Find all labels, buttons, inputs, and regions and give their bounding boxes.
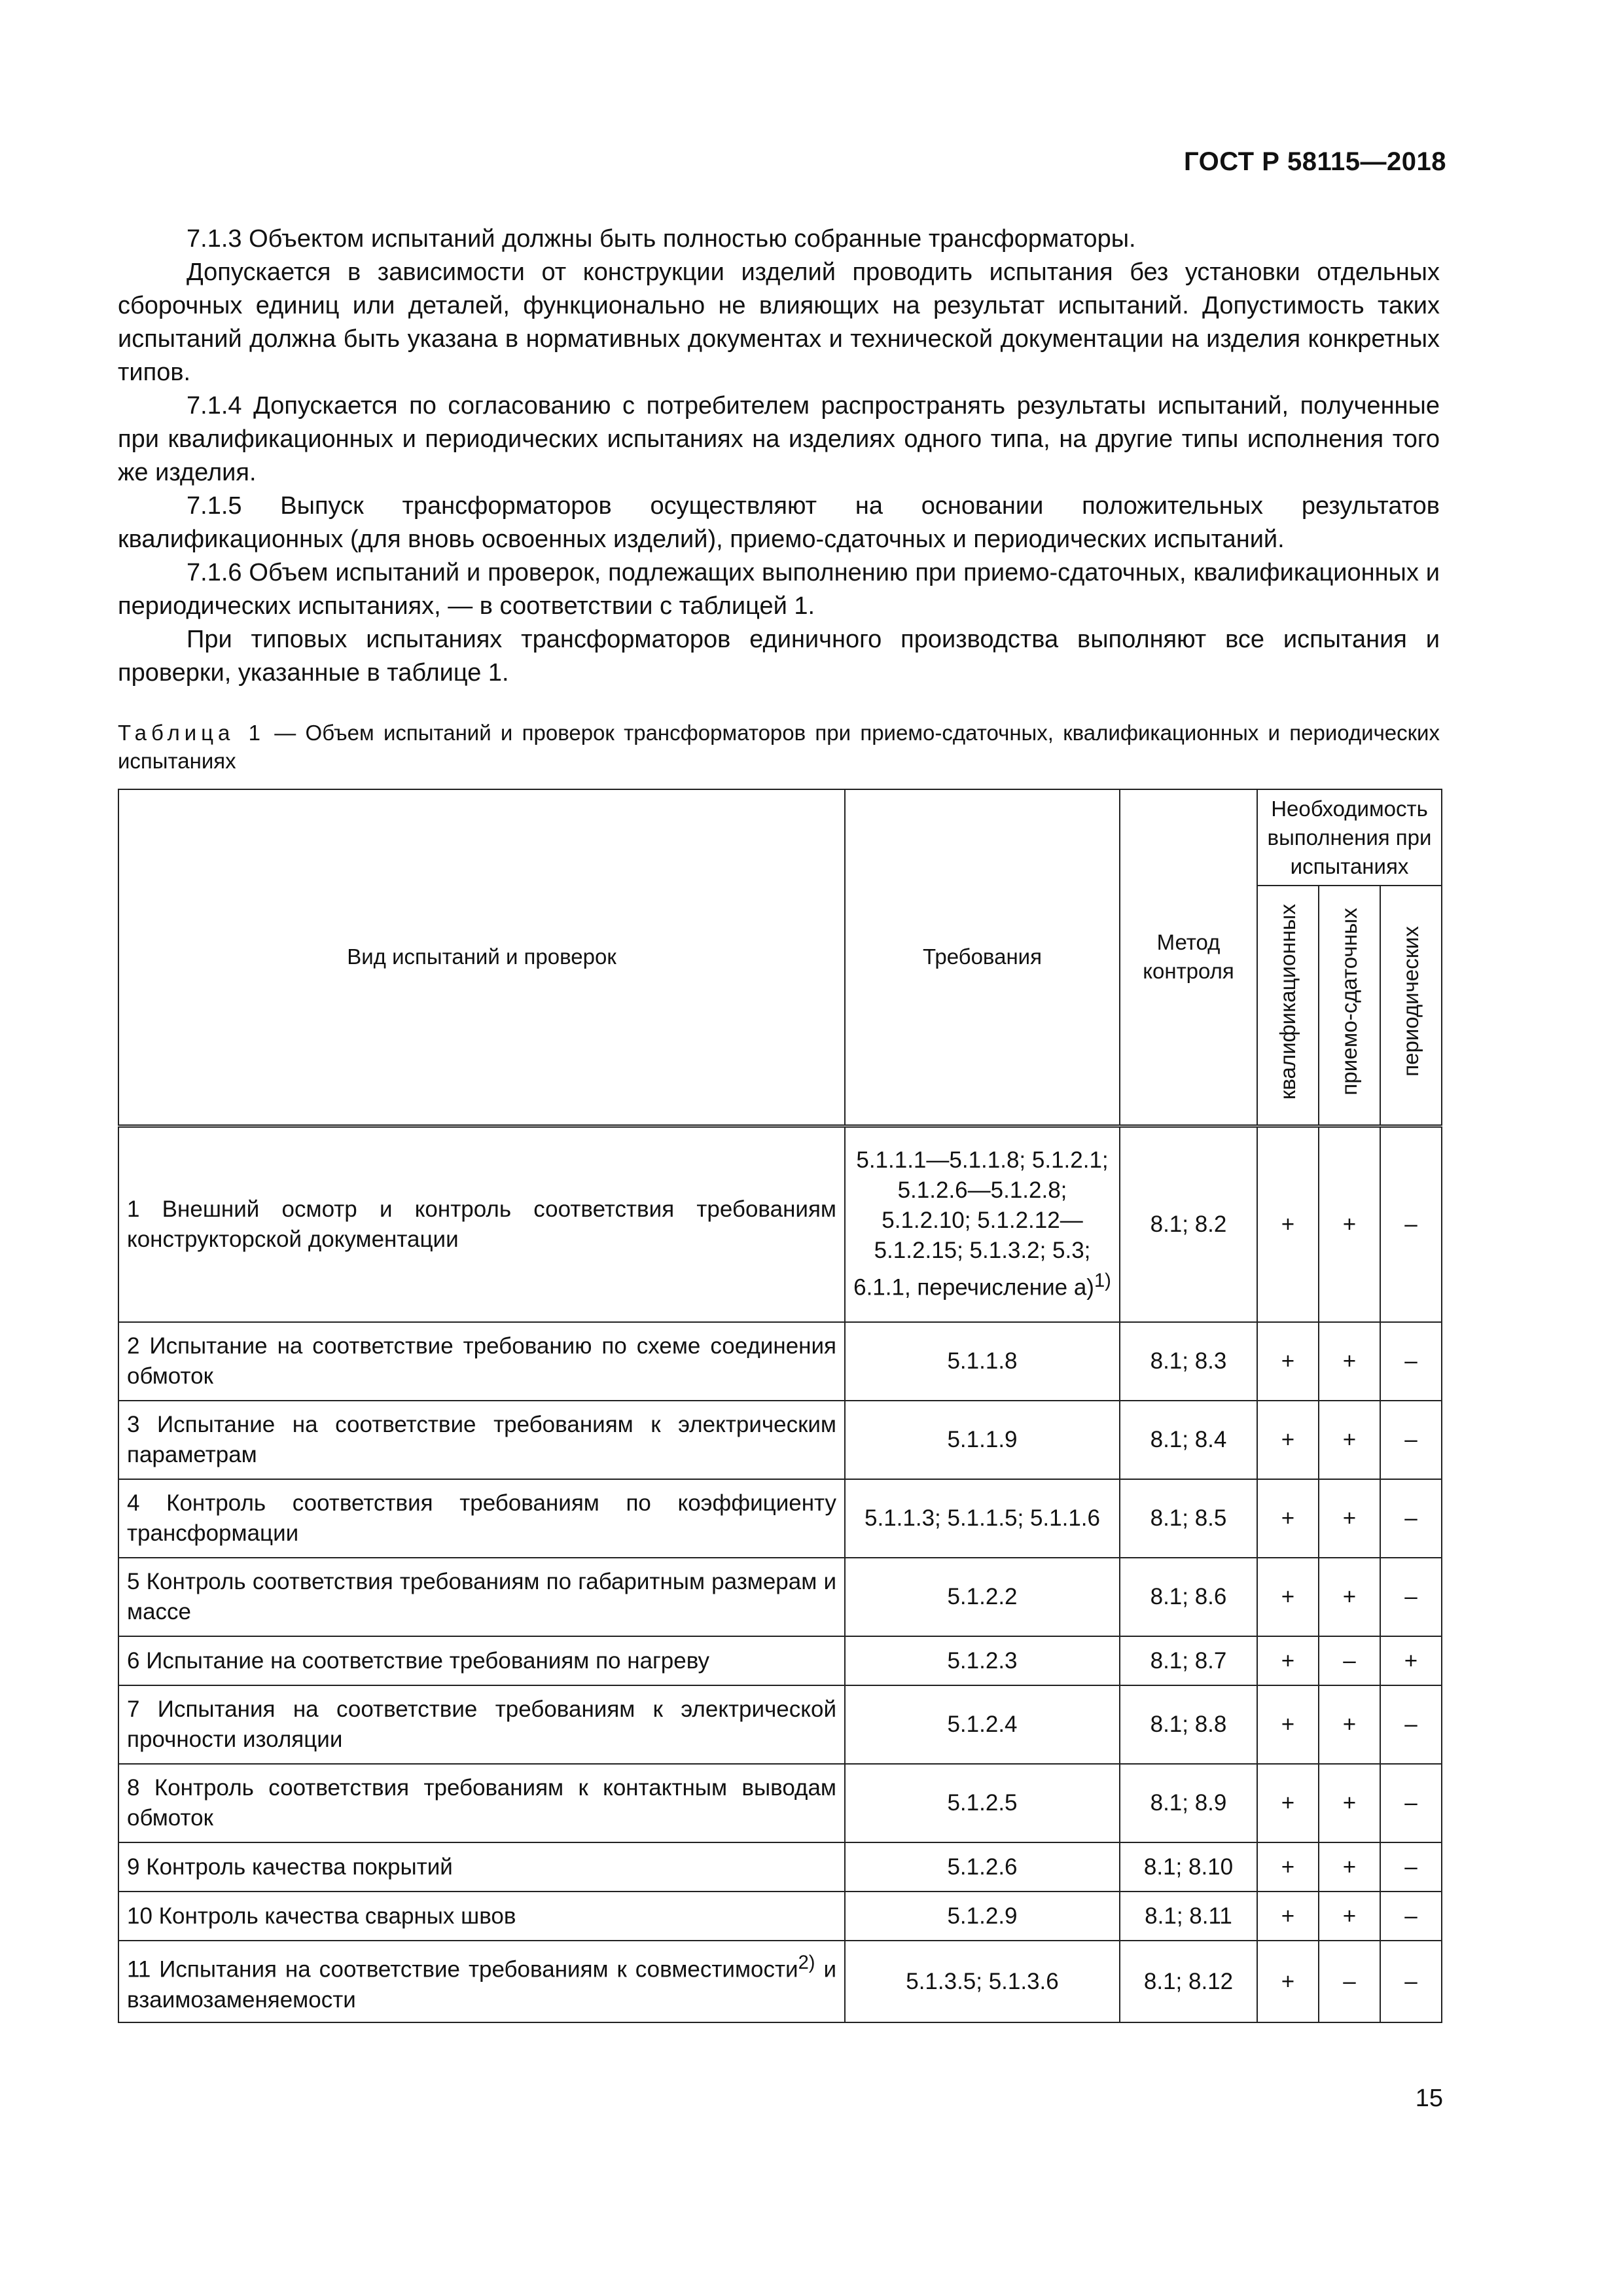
header-periodic-label: периодических: [1399, 926, 1423, 1077]
method-cell: 8.1; 8.3: [1120, 1322, 1257, 1401]
requirements-cell: 5.1.2.3: [845, 1636, 1120, 1685]
paragraph: 7.1.3 Объектом испытаний должны быть полностью собранные трансформаторы.: [187, 225, 1136, 253]
requirements-cell: [845, 1126, 1120, 1322]
table-row: [118, 1558, 1442, 1636]
page-number: 15: [1415, 2085, 1443, 2112]
table-row: [118, 1685, 1442, 1764]
method-cell: 8.1; 8.7: [1120, 1636, 1257, 1685]
footnote-mark: 1): [1094, 1270, 1111, 1292]
method-cell: 8.1; 8.6: [1120, 1558, 1257, 1636]
table-row: [118, 1401, 1442, 1479]
acceptance-mark: +: [1319, 1685, 1380, 1764]
paragraph: Допускается в зависимости от конструкции изделий проводить испытания без установки отдельных сборочных единиц или деталей, функционально не влияющих на результат испытаний. Допустимость таких испытаний должна быть указана в нормативных документах и технической документации на изделия конкретных типов.: [118, 259, 1440, 386]
header-acceptance-label: приемо-сдаточных: [1337, 908, 1361, 1096]
requirements-cell: 5.1.2.6: [845, 1842, 1120, 1892]
test-name: 4 Контроль соответствия требованиям по коэффициенту трансформации: [118, 1479, 845, 1558]
test-name: 2 Испытание на соответствие требованию по схеме соединения обмоток: [118, 1322, 845, 1401]
qualification-mark: +: [1257, 1322, 1319, 1401]
requirements-cell: 5.1.1.9: [845, 1401, 1120, 1479]
test-name-text-cont: и взаимозаменяемости: [127, 1956, 836, 2013]
periodic-mark: –: [1380, 1401, 1442, 1479]
paragraph: При типовых испытаниях трансформаторов единичного производства выполняют все испытания и проверки, указанные в таблице 1.: [118, 626, 1440, 687]
method-cell: 8.1; 8.5: [1120, 1479, 1257, 1558]
table-row: [118, 1479, 1442, 1558]
periodic-mark: –: [1380, 1479, 1442, 1558]
periodic-mark: –: [1380, 1941, 1442, 2022]
header-test-type: Вид испытаний и проверок: [118, 789, 845, 1126]
requirements-cell: 5.1.2.4: [845, 1685, 1120, 1764]
periodic-mark: –: [1380, 1685, 1442, 1764]
qualification-mark: +: [1257, 1401, 1319, 1479]
table-row: [118, 1636, 1442, 1685]
requirements-cell: 5.1.2.2: [845, 1558, 1120, 1636]
table-caption: [118, 719, 1440, 775]
method-cell: 8.1; 8.2: [1120, 1126, 1257, 1322]
acceptance-mark: +: [1319, 1842, 1380, 1892]
header-method: Метод контроля: [1120, 789, 1257, 1126]
test-name: [118, 1941, 845, 2022]
method-cell: 8.1; 8.8: [1120, 1685, 1257, 1764]
header-periodic: [1380, 886, 1442, 1126]
qualification-mark: +: [1257, 1941, 1319, 2022]
acceptance-mark: –: [1319, 1636, 1380, 1685]
test-name: 5 Контроль соответствия требованиям по габаритным размерам и массе: [118, 1558, 845, 1636]
method-cell: 8.1; 8.4: [1120, 1401, 1257, 1479]
method-cell: 8.1; 8.11: [1120, 1892, 1257, 1941]
test-name: 6 Испытание на соответствие требованиям по нагреву: [118, 1636, 845, 1685]
qualification-mark: +: [1257, 1126, 1319, 1322]
acceptance-mark: –: [1319, 1941, 1380, 2022]
acceptance-mark: +: [1319, 1558, 1380, 1636]
acceptance-mark: +: [1319, 1479, 1380, 1558]
table-row: [118, 1842, 1442, 1892]
table-row: [118, 1126, 1442, 1322]
header-qualification: [1257, 886, 1319, 1126]
periodic-mark: –: [1380, 1322, 1442, 1401]
qualification-mark: +: [1257, 1479, 1319, 1558]
table-row: [118, 1322, 1442, 1401]
header-requirements: Требования: [845, 789, 1120, 1126]
body-text: [118, 223, 1440, 690]
header-necessity: Необходимость выполнения при испытаниях: [1257, 789, 1442, 886]
tests-table: [118, 789, 1442, 2023]
test-name: 3 Испытание на соответствие требованиям к электрическим параметрам: [118, 1401, 845, 1479]
periodic-mark: –: [1380, 1126, 1442, 1322]
test-name-text: 11 Испытания на соответствие требованиям к совместимости: [127, 1956, 798, 1982]
table-row: [118, 1892, 1442, 1941]
paragraph: 7.1.5 Выпуск трансформаторов осуществляют на основании положительных результатов квалификационных (для вновь освоенных изделий), приемо-сдаточных и периодических испытаний.: [118, 492, 1440, 553]
acceptance-mark: +: [1319, 1764, 1380, 1842]
requirements-cell: 5.1.3.5; 5.1.3.6: [845, 1941, 1120, 2022]
test-name: 1 Внешний осмотр и контроль соответствия требованиям конструкторской документации: [118, 1126, 845, 1322]
test-name: 8 Контроль соответствия требованиям к контактным выводам обмоток: [118, 1764, 845, 1842]
requirements-text: 5.1.1.1—5.1.1.8; 5.1.2.1; 5.1.2.6—5.1.2.8; 5.1.2.10; 5.1.2.12—5.1.2.15; 5.1.3.2; 5.3; 6.1.1, перечисление а): [853, 1147, 1109, 1301]
acceptance-mark: +: [1319, 1892, 1380, 1941]
acceptance-mark: +: [1319, 1401, 1380, 1479]
requirements-cell: 5.1.1.8: [845, 1322, 1120, 1401]
method-cell: 8.1; 8.10: [1120, 1842, 1257, 1892]
test-name: 7 Испытания на соответствие требованиям к электрической прочности изоляции: [118, 1685, 845, 1764]
qualification-mark: +: [1257, 1892, 1319, 1941]
qualification-mark: +: [1257, 1558, 1319, 1636]
header-qualification-label: квалификационных: [1275, 903, 1300, 1100]
document-code: ГОСТ Р 58115—2018: [1184, 147, 1446, 176]
acceptance-mark: +: [1319, 1126, 1380, 1322]
header-acceptance: [1319, 886, 1380, 1126]
paragraph: 7.1.4 Допускается по согласованию с потребителем распространять результаты испытаний, полученные при квалификационных и периодических испытаниях на изделиях одного типа, на другие типы исполнения того же изделия.: [118, 392, 1440, 486]
table-caption-label: Таблица 1: [118, 721, 266, 745]
requirements-cell: 5.1.2.9: [845, 1892, 1120, 1941]
periodic-mark: –: [1380, 1558, 1442, 1636]
qualification-mark: +: [1257, 1764, 1319, 1842]
table-row: [118, 1941, 1442, 2022]
footnote-mark: 2): [798, 1952, 815, 1974]
qualification-mark: +: [1257, 1636, 1319, 1685]
test-name: 9 Контроль качества покрытий: [118, 1842, 845, 1892]
qualification-mark: +: [1257, 1842, 1319, 1892]
requirements-cell: 5.1.1.3; 5.1.1.5; 5.1.1.6: [845, 1479, 1120, 1558]
periodic-mark: +: [1380, 1636, 1442, 1685]
periodic-mark: –: [1380, 1764, 1442, 1842]
periodic-mark: –: [1380, 1892, 1442, 1941]
method-cell: 8.1; 8.9: [1120, 1764, 1257, 1842]
qualification-mark: +: [1257, 1685, 1319, 1764]
periodic-mark: –: [1380, 1842, 1442, 1892]
acceptance-mark: +: [1319, 1322, 1380, 1401]
table-caption-text: — Объем испытаний и проверок трансформаторов при приемо-сдаточных, квалификационных и периодических испытаниях: [118, 721, 1440, 773]
method-cell: 8.1; 8.12: [1120, 1941, 1257, 2022]
test-name: 10 Контроль качества сварных швов: [118, 1892, 845, 1941]
paragraph: 7.1.6 Объем испытаний и проверок, подлежащих выполнению при приемо-сдаточных, квалификационных и периодических испытаниях, — в соответствии с таблицей 1.: [118, 559, 1440, 620]
requirements-cell: 5.1.2.5: [845, 1764, 1120, 1842]
table-row: [118, 1764, 1442, 1842]
